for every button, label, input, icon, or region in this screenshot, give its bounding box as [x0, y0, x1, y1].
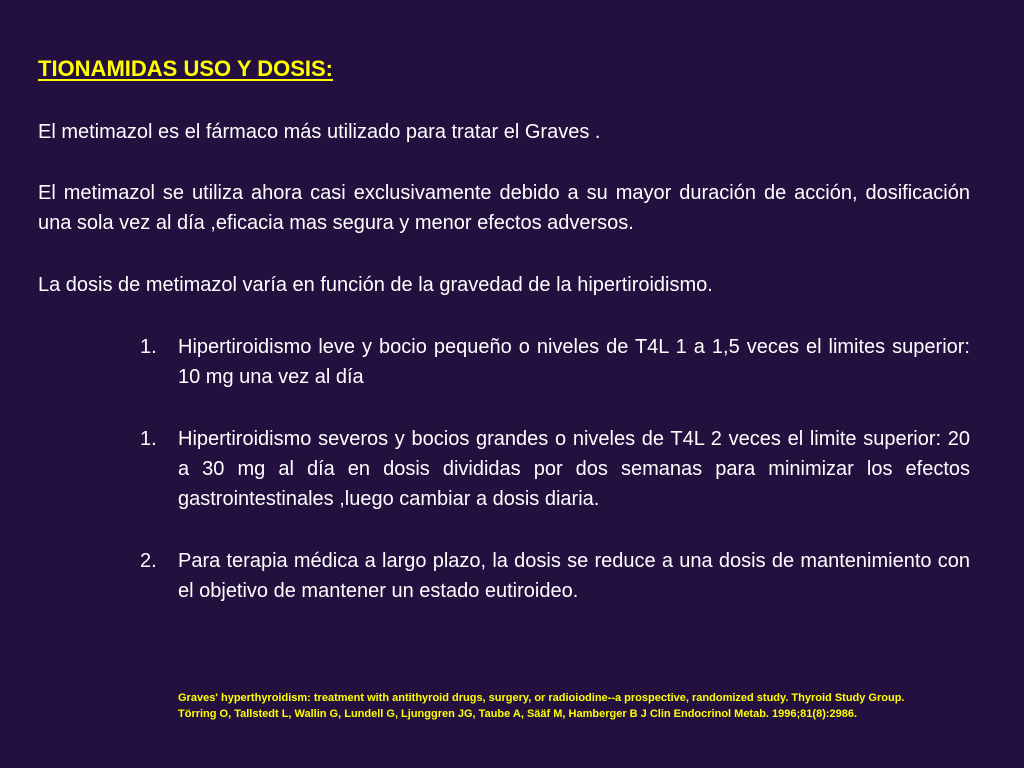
slide-title: TIONAMIDAS USO Y DOSIS:: [38, 56, 334, 81]
list-item-severe: [140, 424, 970, 514]
reference-line: Törring O, Tallstedt L, Wallin G, Lundell G, Ljunggren JG, Taube A, Sääf M, Hamberger B J Clin Endocrinol Metab. 1996;81(8):2986.: [178, 708, 858, 720]
list-text: Para terapia médica a largo plazo, la dosis se reduce a una dosis de mantenimiento con el objetivo de mantener un estado eutiroideo.: [178, 550, 970, 602]
paragraph-reasons: El metimazol se utiliza ahora casi exclusivamente debido a su mayor duración de acción, dosificación una sola vez al día ,eficacia mas segura y menor efectos adversos.: [38, 182, 970, 234]
paragraph-intro: El metimazol es el fármaco más utilizado para tratar el Graves .: [38, 121, 601, 143]
list-text: Hipertiroidismo severos y bocios grandes o niveles de T4L 2 veces el limite superior: 20 a 30 mg al día en dosis divididas por dos semanas para minimizar los efectos gastrointestinales ,luego cambiar a dosis diaria.: [178, 428, 970, 510]
paragraph-dosage: La dosis de metimazol varía en función de la gravedad de la hipertiroidismo.: [38, 274, 713, 296]
list-item-mild: [140, 332, 970, 392]
list-number: 2.: [140, 550, 157, 572]
reference-line: Graves' hyperthyroidism: treatment with antithyroid drugs, surgery, or radioiodine--a prospective, randomized study. Thyroid Study Group.: [178, 692, 905, 704]
list-text: Hipertiroidismo leve y bocio pequeño o niveles de T4L 1 a 1,5 veces el limites superior: 10 mg una vez al día: [178, 336, 970, 388]
list-item-long-term: [140, 546, 970, 606]
references: [178, 690, 978, 722]
list-number: 1.: [140, 428, 157, 450]
list-number: 1.: [140, 336, 157, 358]
